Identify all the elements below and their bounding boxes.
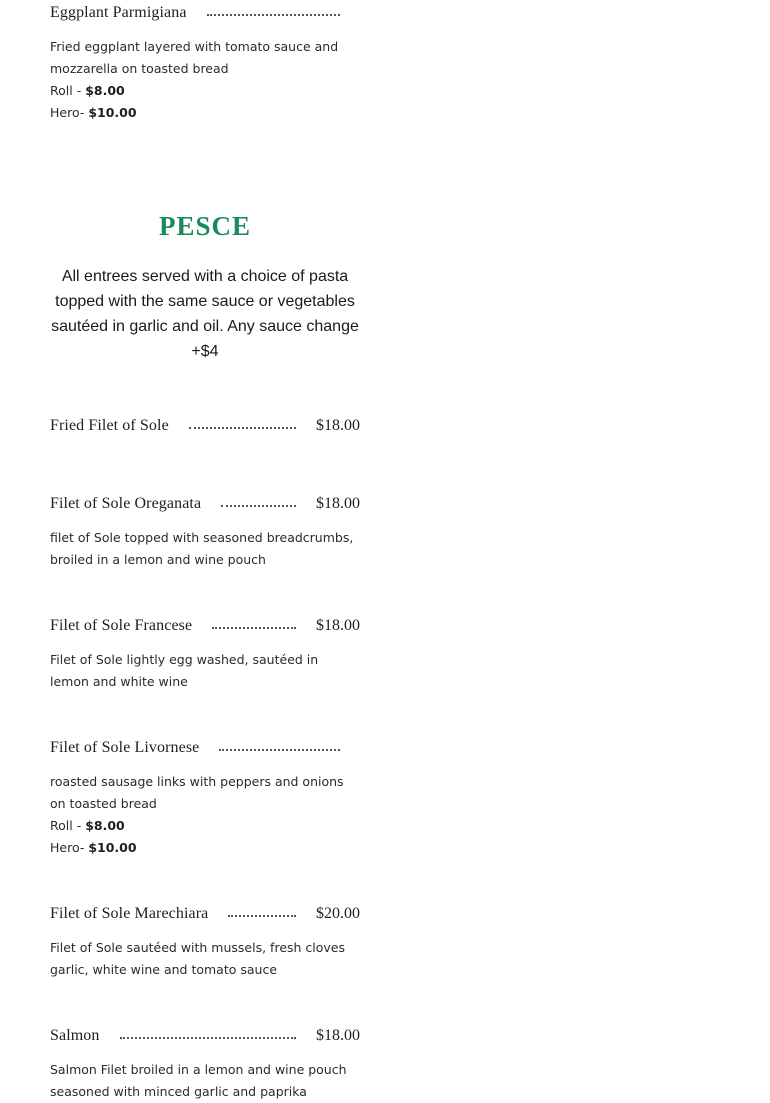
item-price: $18.00 bbox=[316, 417, 360, 434]
dotted-leader bbox=[219, 749, 340, 751]
item-name: Filet of Sole Livornese bbox=[50, 739, 200, 756]
item-description-block bbox=[50, 527, 360, 571]
item-price: $18.00 bbox=[316, 495, 360, 512]
hero-label: Hero- bbox=[50, 840, 89, 855]
item-description-block bbox=[50, 937, 360, 981]
dotted-leader bbox=[212, 627, 296, 629]
menu-item-salmon bbox=[50, 1023, 360, 1049]
item-description: Salmon Filet broiled in a lemon and wine pouch seasoned with minced garlic and paprika bbox=[50, 1062, 347, 1099]
item-description: Filet of Sole sautéed with mussels, fresh cloves garlic, white wine and tomato sauce bbox=[50, 940, 346, 977]
item-description-block bbox=[50, 771, 360, 859]
item-description: Filet of Sole lightly egg washed, sautéed in lemon and white wine bbox=[50, 652, 319, 689]
dotted-leader bbox=[207, 14, 340, 16]
item-name: Filet of Sole Oreganata bbox=[50, 495, 202, 512]
dotted-leader bbox=[221, 505, 296, 507]
section-note: All entrees served with a choice of pasta topped with the same sauce or vegetables sautéed in garlic and oil. Any sauce change +$4 bbox=[51, 268, 359, 360]
menu-item-filet-of-sole-francese bbox=[50, 613, 360, 639]
item-price: $18.00 bbox=[316, 617, 360, 634]
item-description: Fried eggplant layered with tomato sauce and mozzarella on toasted bread bbox=[50, 39, 339, 76]
dotted-leader bbox=[228, 915, 296, 917]
menu-item-eggplant-parmigiana bbox=[50, 0, 360, 26]
roll-price-line bbox=[50, 80, 360, 102]
item-name: Fried Filet of Sole bbox=[50, 417, 169, 434]
item-name: Eggplant Parmigiana bbox=[50, 4, 187, 21]
item-name: Filet of Sole Francese bbox=[50, 617, 193, 634]
menu-item-filet-of-sole-oreganata bbox=[50, 491, 360, 517]
hero-price: $10.00 bbox=[88, 105, 137, 120]
hero-price-line bbox=[50, 837, 360, 859]
menu-item-filet-of-sole-livornese bbox=[50, 735, 360, 761]
item-description-block bbox=[50, 36, 360, 124]
roll-label: Roll - bbox=[50, 83, 86, 98]
item-price: $18.00 bbox=[316, 1027, 360, 1044]
dotted-leader bbox=[120, 1037, 297, 1039]
item-description-block bbox=[50, 649, 360, 693]
roll-price: $8.00 bbox=[85, 818, 125, 833]
hero-price-line bbox=[50, 102, 360, 124]
roll-label: Roll - bbox=[50, 818, 86, 833]
item-description: filet of Sole topped with seasoned breadcrumbs, broiled in a lemon and wine pouch bbox=[50, 530, 354, 567]
menu-item-filet-of-sole-marechiara bbox=[50, 901, 360, 927]
item-price: $20.00 bbox=[316, 905, 360, 922]
menu-item-fried-filet-of-sole bbox=[50, 413, 360, 439]
dotted-leader bbox=[189, 427, 296, 429]
hero-label: Hero- bbox=[50, 105, 89, 120]
roll-price-line bbox=[50, 815, 360, 837]
item-name: Filet of Sole Marechiara bbox=[50, 905, 209, 922]
item-name: Salmon bbox=[50, 1027, 100, 1044]
item-description-block bbox=[50, 1059, 360, 1103]
roll-price: $8.00 bbox=[85, 83, 125, 98]
item-description: roasted sausage links with peppers and onions on toasted bread bbox=[50, 774, 344, 811]
hero-price: $10.00 bbox=[88, 840, 137, 855]
section-title: PESCE bbox=[158, 211, 252, 241]
